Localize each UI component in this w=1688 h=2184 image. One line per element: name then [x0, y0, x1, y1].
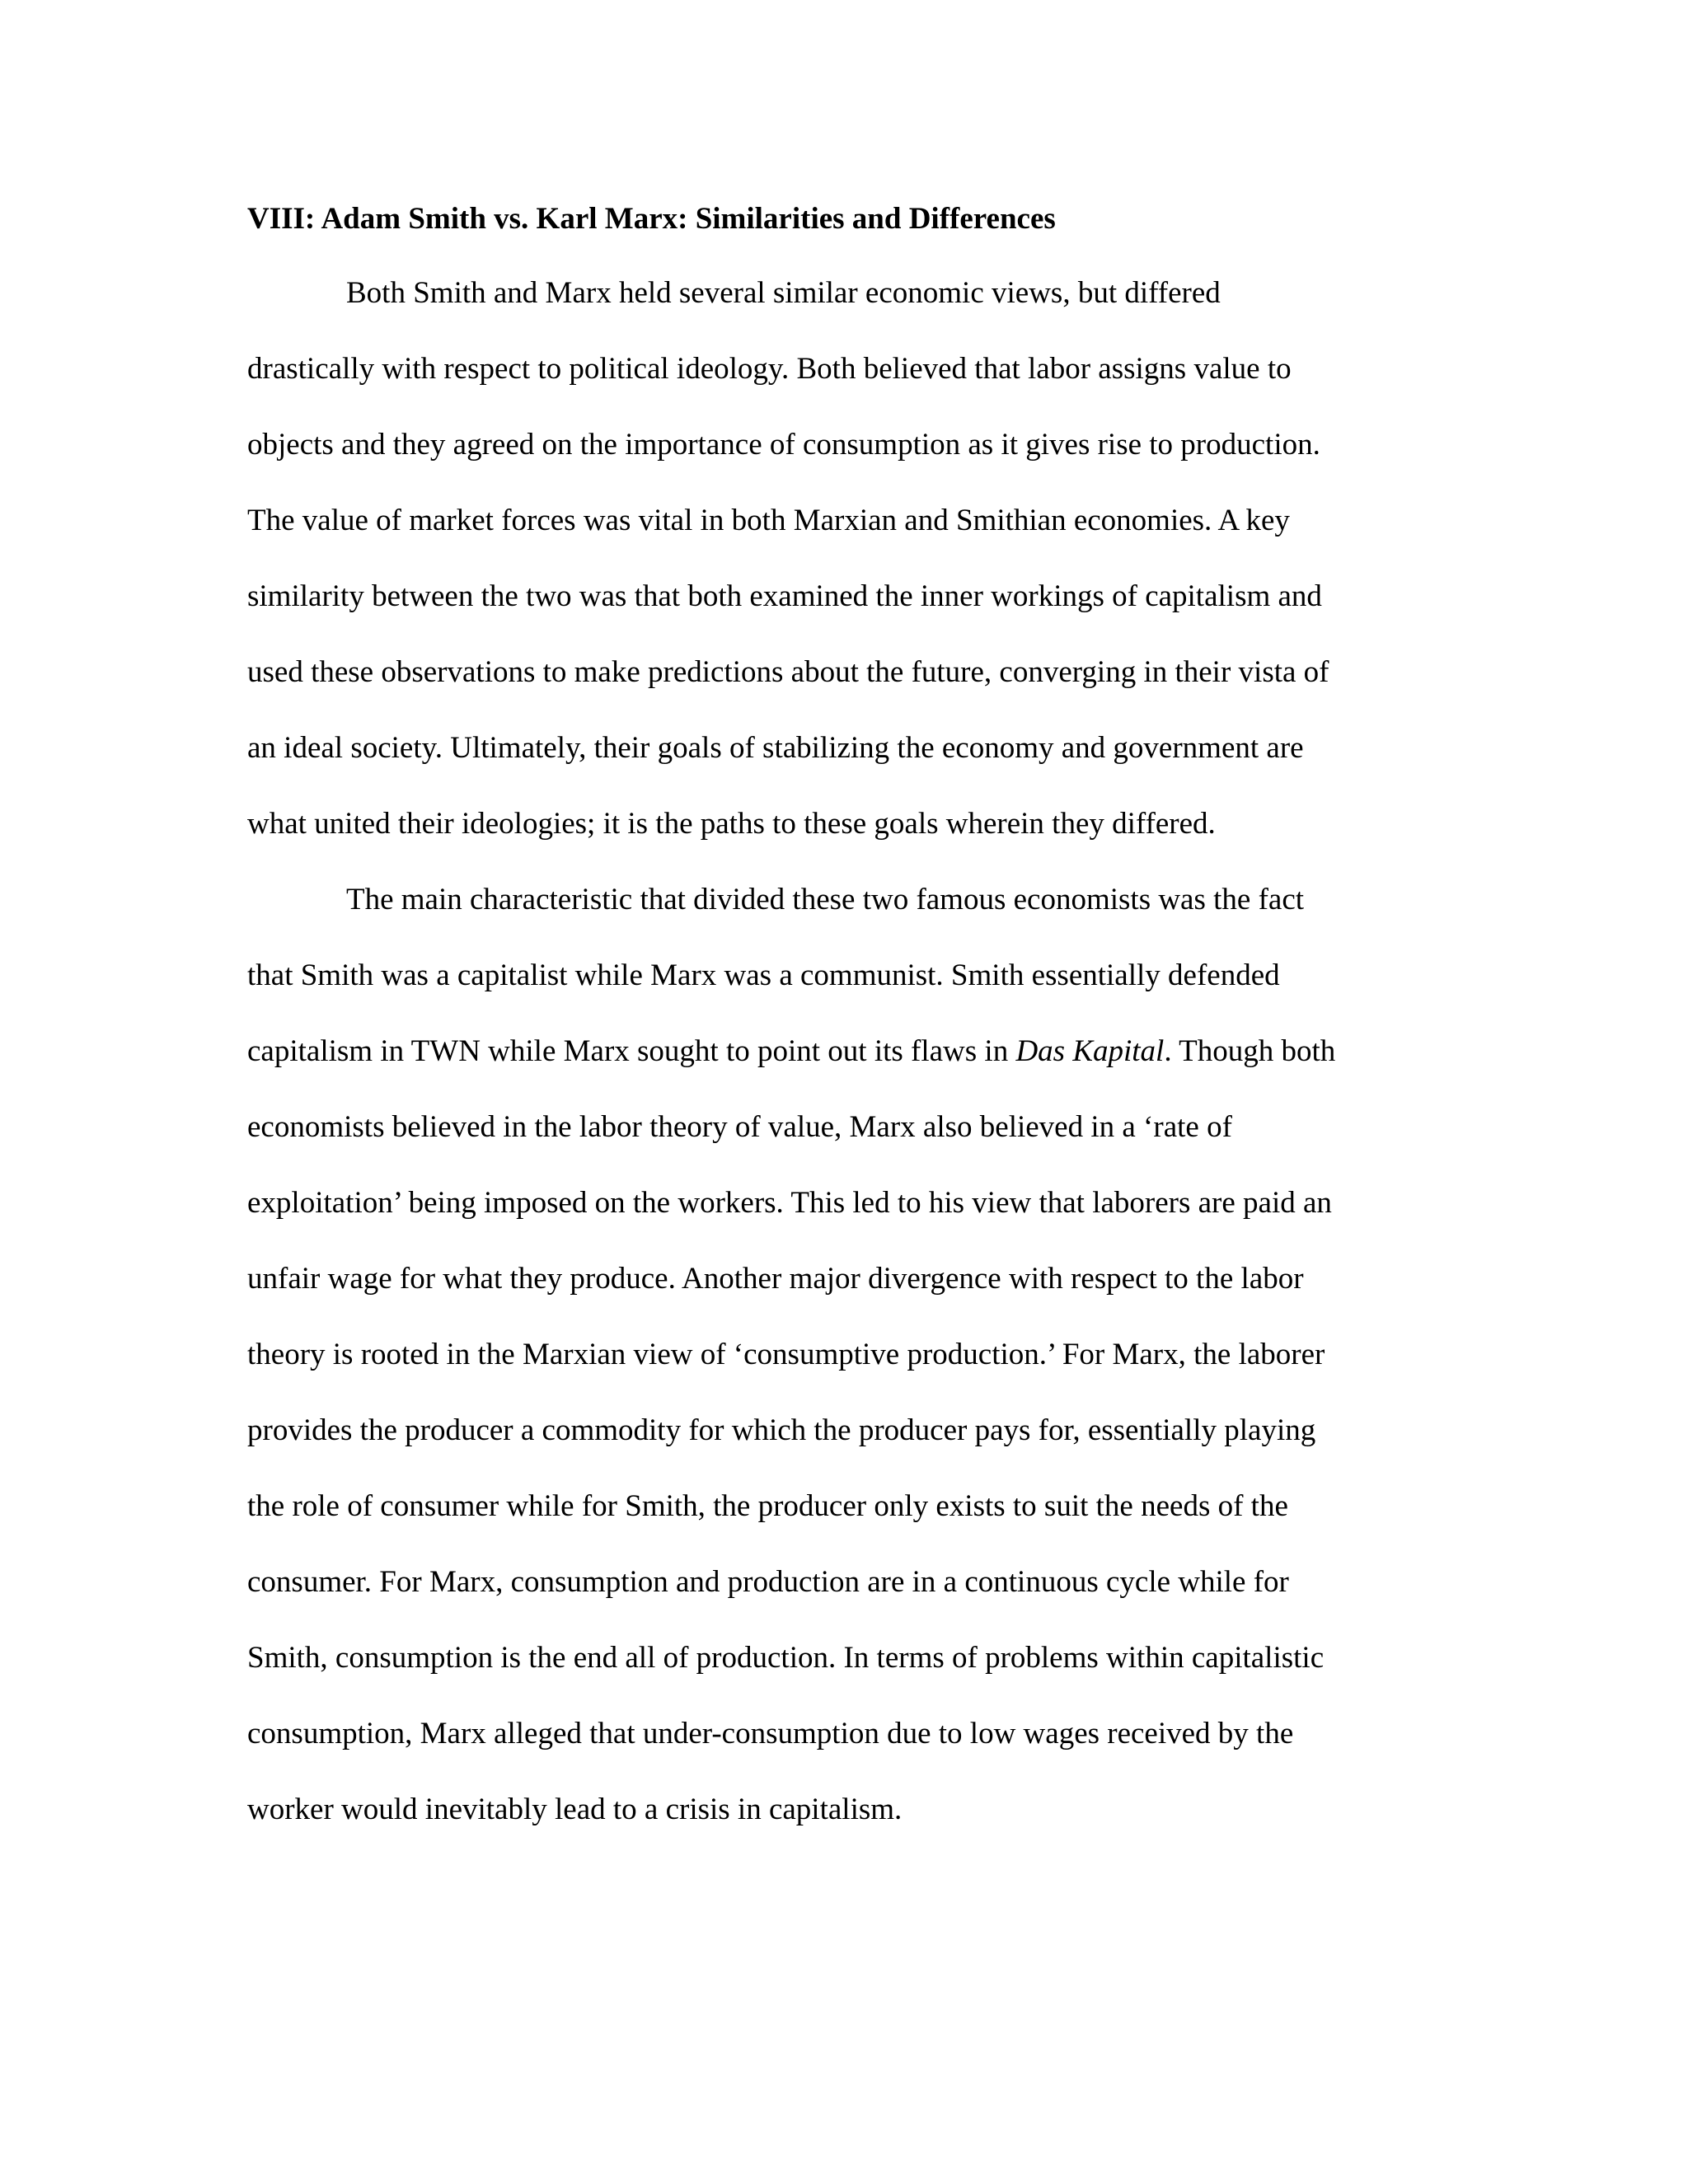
section-heading: VIII: Adam Smith vs. Karl Marx: Similarities and Differences [247, 202, 1056, 236]
text-line: that Smith was a capitalist while Marx was a communist. Smith essentially defended [247, 958, 1280, 992]
text-line [247, 1030, 1434, 1106]
text-line: consumption, Marx alleged that under-consumption due to low wages received by the [247, 1717, 1294, 1750]
text-line: The value of market forces was vital in both Marxian and Smithian economies. A key [247, 504, 1290, 537]
text-line: used these observations to make predictions about the future, converging in their vista of [247, 655, 1329, 689]
text-line: Both Smith and Marx held several similar economic views, but differed [346, 276, 1221, 310]
text-line: worker would inevitably lead to a crisis in capitalism. [247, 1793, 903, 1826]
text-line: consumer. For Marx, consumption and production are in a continuous cycle while for [247, 1565, 1289, 1599]
text-run: . Though both [1164, 1034, 1336, 1068]
text-line: similarity between the two was that both examined the inner workings of capitalism and [247, 579, 1322, 613]
text-run: capitalism in TWN while Marx sought to point out its flaws in [247, 1034, 1016, 1068]
paragraph-differences [247, 879, 1434, 1864]
text-line: what united their ideologies; it is the paths to these goals wherein they differed. [247, 807, 1216, 841]
text-line: drastically with respect to political ideology. Both believed that labor assigns value to [247, 352, 1292, 386]
text-line: objects and they agreed on the importance of consumption as it gives rise to production. [247, 428, 1320, 462]
text-line: Smith, consumption is the end all of production. In terms of problems within capitalistic [247, 1641, 1325, 1675]
text-line: the role of consumer while for Smith, the producer only exists to suit the needs of the [247, 1489, 1288, 1523]
text-line: economists believed in the labor theory of value, Marx also believed in a ‘rate of [247, 1110, 1232, 1144]
text-line: provides the producer a commodity for which the producer pays for, essentially playing [247, 1413, 1316, 1447]
document-page [247, 198, 1434, 1864]
book-title: Das Kapital [1015, 1034, 1165, 1068]
paragraph-similarities [247, 272, 1434, 879]
text-line: unfair wage for what they produce. Another major divergence with respect to the labor [247, 1262, 1304, 1296]
text-line: theory is rooted in the Marxian view of ‘consumptive production.’ For Marx, the laborer [247, 1338, 1325, 1371]
text-line: an ideal society. Ultimately, their goals of stabilizing the economy and government are [247, 731, 1304, 765]
text-line: exploitation’ being imposed on the workers. This led to his view that laborers are paid an [247, 1186, 1332, 1220]
text-line: The main characteristic that divided these two famous economists was the fact [346, 883, 1305, 916]
